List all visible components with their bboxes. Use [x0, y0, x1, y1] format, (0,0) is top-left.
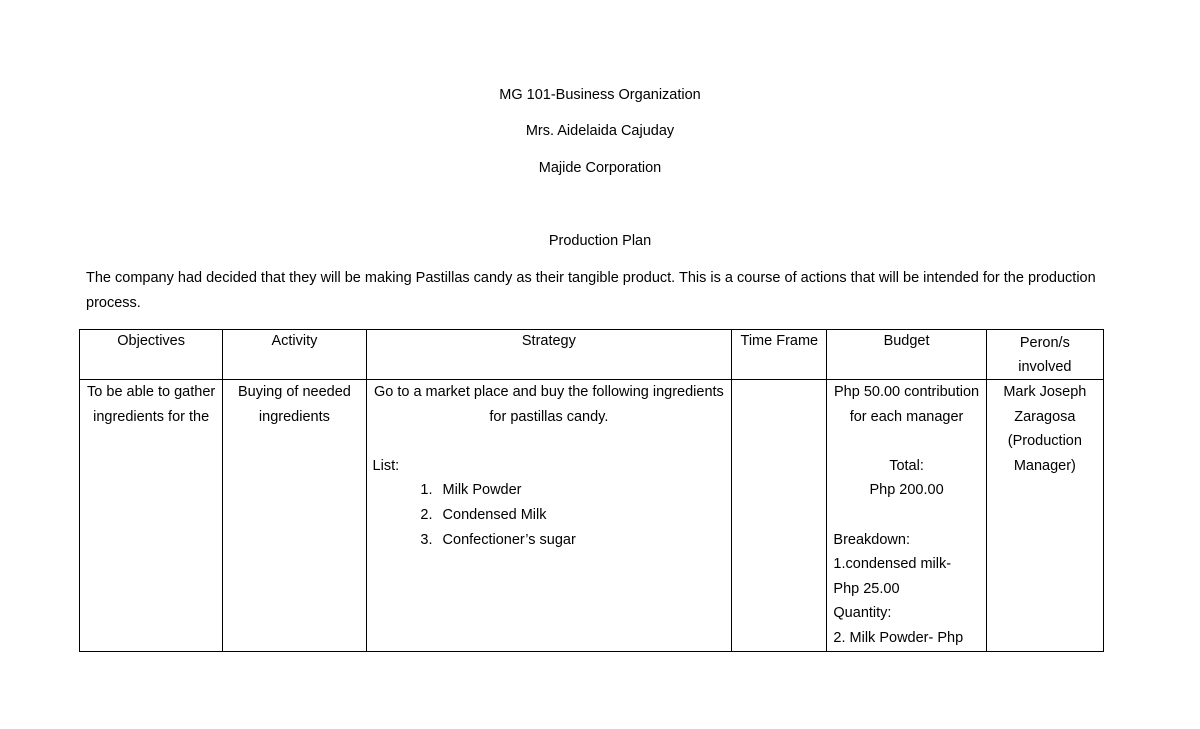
budget-breakdown-label: Breakdown:: [833, 531, 910, 548]
table-row: [80, 380, 1104, 652]
budget-item-1: 1.condensed milk-: [833, 556, 952, 573]
strategy-text: Go to a market place and buy the following ingredients for pastillas candy.: [373, 384, 724, 425]
column-header-strategy: Strategy: [366, 330, 732, 380]
budget-total-label: Total:: [889, 457, 924, 474]
course-title: MG 101-Business Organization: [499, 87, 701, 103]
budget-item-1-price: Php 25.00: [833, 580, 900, 597]
strategy-list-label: List:: [372, 457, 400, 474]
ingredient-list: [373, 478, 726, 552]
company-name: Majide Corporation: [538, 160, 662, 176]
column-header-activity: Activity: [223, 330, 366, 380]
budget-cell: [827, 380, 986, 652]
table-header-row: [80, 330, 1104, 380]
column-header-time-frame: Time Frame: [732, 330, 827, 380]
person-cell: Mark Joseph Zaragosa (Production Manager): [986, 380, 1103, 652]
list-item: 1. Milk Powder: [437, 478, 726, 503]
list-item: 2. Condensed Milk: [437, 503, 726, 528]
activity-cell: Buying of needed ingredients: [223, 380, 366, 652]
intro-paragraph: The company had decided that they will be making Pastillas candy as their tangible product. This is a course of actions that will be intended for the production process.: [86, 270, 1096, 311]
time-frame-cell: [732, 380, 827, 652]
teacher-name: Mrs. Aidelaida Cajuday: [525, 123, 675, 139]
objective-cell: To be able to gather ingredients for the: [80, 380, 223, 652]
budget-contribution: Php 50.00 contribution for each manager: [834, 384, 980, 425]
column-header-budget: Budget: [827, 330, 986, 380]
column-header-objectives: Objectives: [80, 330, 223, 380]
production-plan-table: [79, 329, 1104, 652]
budget-item-2: 2. Milk Powder- Php: [833, 629, 964, 646]
strategy-cell: [366, 380, 732, 652]
budget-total-value: Php 200.00: [869, 482, 944, 499]
plan-title: Production Plan: [548, 233, 652, 249]
column-header-persons: Peron/s involved: [986, 330, 1103, 380]
list-item: 3. Confectioner’s sugar: [437, 528, 726, 553]
budget-quantity-label: Quantity:: [833, 605, 892, 622]
